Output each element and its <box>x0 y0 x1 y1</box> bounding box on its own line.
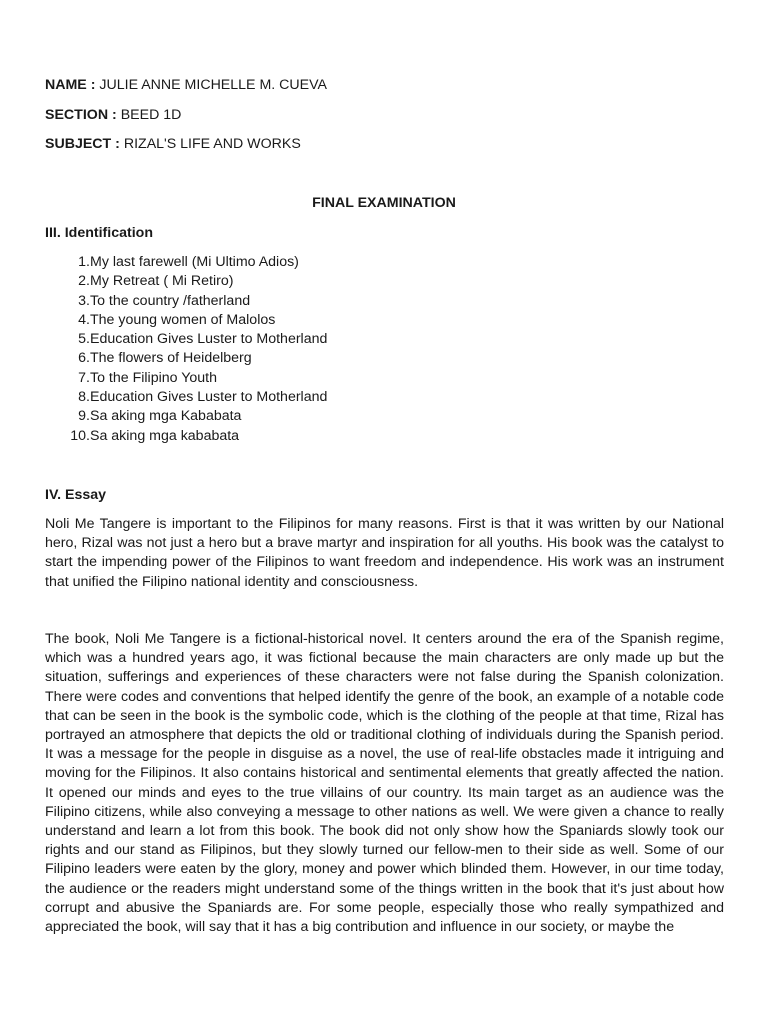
list-item <box>45 407 327 426</box>
list-item-text: To the Filipino Youth <box>90 369 217 386</box>
list-item <box>45 272 327 291</box>
identification-list <box>45 253 327 446</box>
name-line <box>45 76 327 94</box>
essay-heading: IV. Essay <box>45 487 107 503</box>
list-item-number: 10. <box>70 427 90 444</box>
section-label: SECTION : <box>45 107 117 123</box>
list-item-number: 3. <box>78 292 90 309</box>
subject-value: RIZAL'S LIFE AND WORKS <box>123 136 301 152</box>
list-item-number: 5. <box>78 331 90 348</box>
list-item-number: 1. <box>78 254 90 270</box>
list-item <box>45 427 327 446</box>
list-item-number: 7. <box>78 369 90 386</box>
list-item <box>45 388 327 407</box>
section-line <box>45 106 181 124</box>
list-item-text: Education Gives Luster to Motherland <box>90 331 328 348</box>
list-item <box>45 253 327 272</box>
list-item-text: My last farewell (Mi Ultimo Adios) <box>90 254 299 270</box>
list-item-number: 6. <box>78 350 90 367</box>
list-item-text: Sa aking mga Kababata <box>90 408 242 425</box>
name-label: NAME : <box>45 77 96 93</box>
list-item <box>45 349 327 368</box>
identification-heading: III. Identification <box>45 225 153 241</box>
subject-label: SUBJECT : <box>45 136 120 152</box>
list-item-text: The flowers of Heidelberg <box>90 350 252 367</box>
list-item-number: 8. <box>78 389 90 406</box>
exam-title: FINAL EXAMINATION <box>312 195 456 211</box>
list-item-text: To the country /fatherland <box>90 292 251 309</box>
list-item <box>45 369 327 388</box>
list-item-number: 2. <box>78 273 90 290</box>
list-item-text: My Retreat ( Mi Retiro) <box>90 273 234 290</box>
list-item-text: Education Gives Luster to Motherland <box>90 389 328 406</box>
essay-paragraph-2: The book, Noli Me Tangere is a fictional-historical novel. It centers around the era of the Spanish regime, which was a hundred years ago, it was fictional because the main characters are only made up but the situation, sufferings and experiences of these characters were not false during the Spanish colonization. There were codes and conventions that helped identify the genre of the book, an example of a notable code that can be seen in the book is the symbolic code, which is the clothing of the people at that time, Rizal has portrayed an atmosphere that depicts the old or traditional clothing of individuals during the Spanish period. It was a message for the people in disguise as a novel, the use of real-life obstacles made it intriguing and moving for the Filipinos. It also contains historical and sentimental elements that greatly affected the nation. It opened our minds and eyes to the true villains of our country. Its main target as an audience was the Filipino citizens, while also conveying a message to other nations as well. We were given a chance to really understand and learn a lot from this book. The book did not only show how the Spaniards slowly took our rights and our stand as Filipinos, but they slowly turned our fellow-men to their side as well. Some of our Filipino leaders were eaten by the glory, money and power which blinded them. However, in our time today, the audience or the readers might understand some of the things written in the book that it's just about how corrupt and abusive the Spaniards are. For some people, especially those who really sympathized and appreciated the book, will say that it has a big contribution and influence in our society, or maybe the <box>45 631 724 936</box>
list-item-text: Sa aking mga kababata <box>90 427 240 444</box>
section-value: BEED 1D <box>120 107 182 123</box>
list-item-number: 4. <box>78 311 90 328</box>
subject-line <box>45 135 301 153</box>
list-item <box>45 311 327 330</box>
list-item-text: The young women of Malolos <box>90 311 276 328</box>
list-item-number: 9. <box>78 408 90 425</box>
list-item <box>45 292 327 311</box>
name-value: JULIE ANNE MICHELLE M. CUEVA <box>99 77 327 93</box>
list-item <box>45 330 327 349</box>
essay-paragraph-1: Noli Me Tangere is important to the Filipinos for many reasons. First is that it was written by our National hero, Rizal was not just a hero but a brave martyr and inspiration for all youths. His book was the catalyst to start the impending power of the Filipinos to want freedom and independence. His work was an instrument that unified the Filipino national identity and consciousness. <box>45 516 724 590</box>
